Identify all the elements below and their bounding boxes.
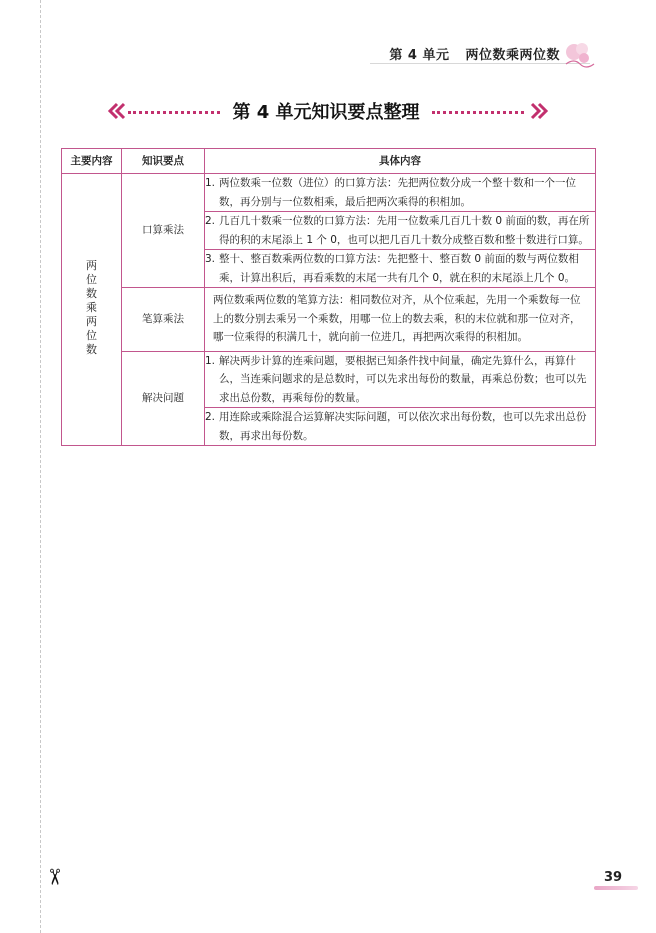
- double-chevron-left-icon: [108, 102, 126, 120]
- page-number-bar: [594, 886, 638, 890]
- content-item: [205, 212, 596, 250]
- item-text: 整十、整百数乘两位数的口算方法：先把整十、整百数 0 前面的数与两位数相乘，计算出积后，再看乘数的末尾一共有几个 0，就在积的末尾添上几个 0。: [219, 253, 579, 284]
- knowledge-table: [61, 148, 596, 446]
- table-row: [62, 174, 596, 212]
- scissors-icon: ✂: [41, 867, 67, 887]
- item-number: 1.: [205, 354, 216, 367]
- table-row: [62, 351, 596, 408]
- header-unit-title: 两位数乘两位数: [465, 48, 560, 63]
- content-item: [205, 174, 596, 212]
- content-item: [205, 351, 596, 408]
- header-knowledge-point: 知识要点: [122, 149, 205, 174]
- cut-line: [40, 0, 41, 933]
- decorative-flower-icon: [560, 40, 596, 70]
- content-item: 两位数乘两位数的笔算方法：相同数位对齐，从个位乘起，先用一个乘数每一位上的数分别去乘另一个乘数，用哪一位上的数去乘，积的末位就和那一位对齐，哪一位乘得的积满几十，就向前一位进几，再把两次乘得的积相加。: [205, 288, 596, 352]
- item-number: 2.: [205, 215, 216, 227]
- item-text: 用连除或乘除混合运算解决实际问题，可以依次求出每份数，也可以先求出总份数，再求出每份数。: [219, 411, 587, 442]
- header-main-content: 主要内容: [62, 149, 122, 174]
- item-number: 3.: [205, 253, 216, 265]
- section-title-bar: [0, 98, 656, 126]
- point-problem-solving: 解决问题: [122, 351, 205, 446]
- header-unit: 第 4 单元: [389, 48, 450, 63]
- title-dots-right: [432, 111, 524, 114]
- page-title: 第 4 单元知识要点整理: [232, 102, 420, 123]
- item-number: 2.: [205, 411, 216, 423]
- header-underline: [370, 63, 590, 64]
- main-content-cell: [62, 174, 122, 446]
- item-text: 两位数乘一位数（进位）的口算方法：先把两位数分成一个整十数和一个一位数，再分别与一位数相乘，最后把两次乘得的积相加。: [219, 177, 576, 208]
- page-number: 39: [604, 870, 623, 885]
- table-header-row: [62, 149, 596, 174]
- item-text: 解决两步计算的连乘问题，要根据已知条件找中间量，确定先算什么，再算什么，当连乘问题求的是总数时，可以先求出每份的数量，再乘总份数；也可以先求出总份数，再乘每份的数量。: [219, 354, 587, 404]
- item-number: 1.: [205, 177, 216, 189]
- title-dots-left: [128, 111, 220, 114]
- header-detail: 具体内容: [205, 149, 596, 174]
- point-written-multiplication: 笔算乘法: [122, 288, 205, 352]
- table-row: [62, 288, 596, 352]
- content-item: [205, 408, 596, 446]
- item-text: 几百几十数乘一位数的口算方法：先用一位数乘几百几十数 0 前面的数，再在所得的积的末尾添上 1 个 0，也可以把几百几十数分成整百数和整十数进行口算。: [219, 215, 590, 246]
- main-content-label: 两位数乘两位数: [86, 259, 97, 357]
- content-item: [205, 250, 596, 288]
- page-header: [389, 44, 560, 63]
- double-chevron-right-icon: [530, 102, 548, 120]
- point-oral-multiplication: 口算乘法: [122, 174, 205, 288]
